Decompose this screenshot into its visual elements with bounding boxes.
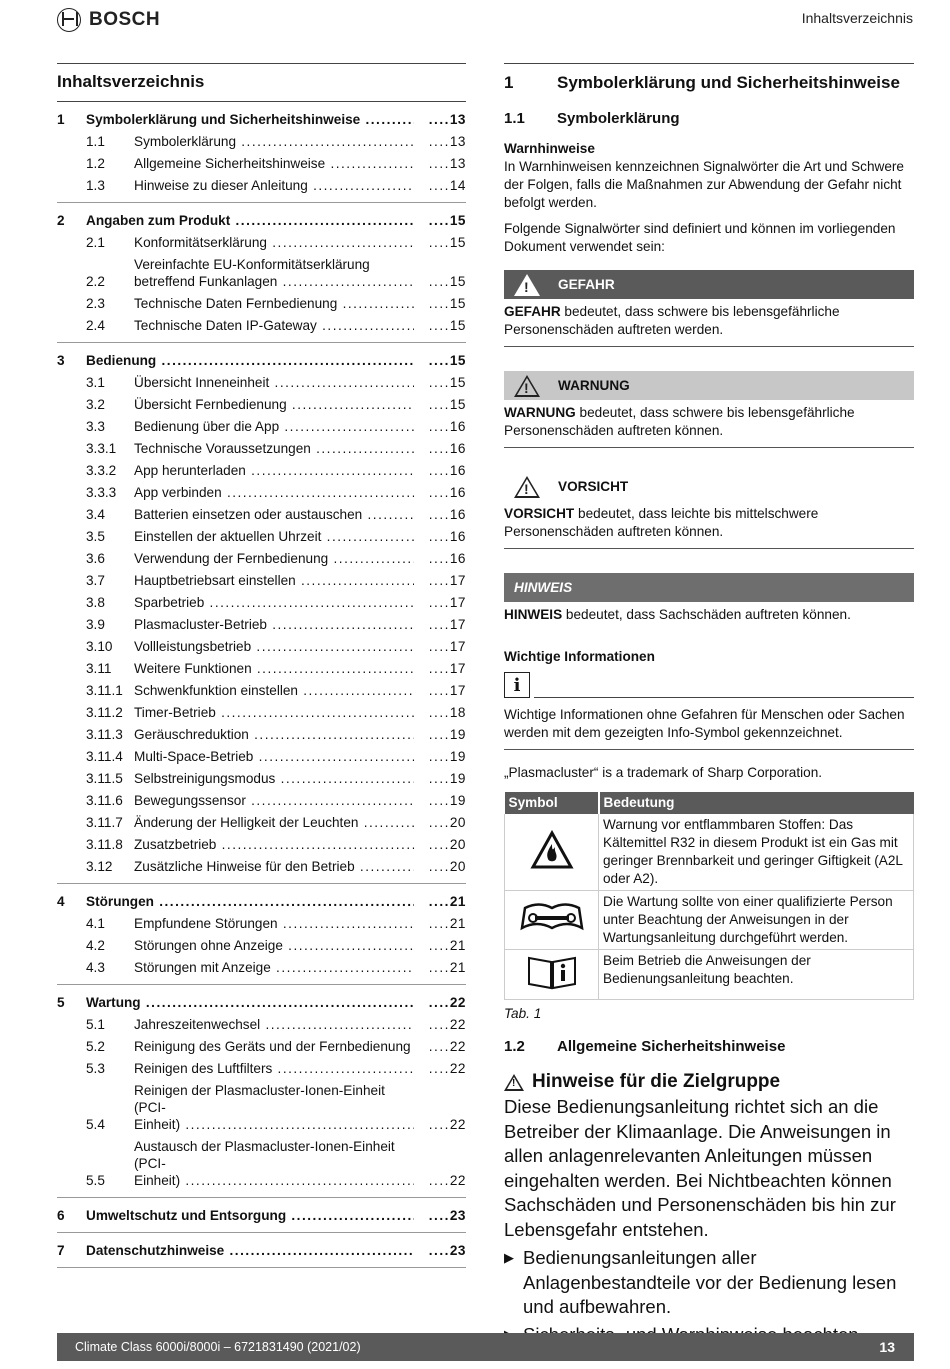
warning-triangle-icon	[504, 1074, 524, 1091]
trademark-note: „Plasmacluster“ is a trademark of Sharp Corporation.	[504, 765, 823, 780]
subsection-title: Allgemeine Sicherheitshinweise	[557, 1038, 786, 1055]
toc-entry-page: .... 20	[414, 814, 466, 831]
table-cell: Die Wartung sollte von einer qualifizierte Person unter Beachtung der Anweisungen in der Wartungsanleitung durchgeführt werden.	[599, 891, 914, 950]
toc-entry-title: Empfundene Störungen .....	[134, 915, 414, 932]
subsection-number: 1.2	[504, 1038, 525, 1055]
toc-entry[interactable]	[57, 547, 466, 569]
toc-entry-page: .... 15	[414, 295, 466, 312]
toc-entry-title: Wartung .....	[86, 994, 414, 1011]
toc-entry-page: .... 15	[414, 396, 466, 413]
toc-group	[57, 343, 466, 884]
toc-entry-number: 5.5	[86, 1172, 105, 1188]
table-header-symbol: Symbol	[505, 792, 599, 814]
toc-entry[interactable]	[57, 481, 466, 503]
toc-entry-title: Technische Daten Fernbedienung .....	[134, 295, 414, 312]
table-header-meaning: Bedeutung	[599, 792, 914, 814]
toc-entry[interactable]	[57, 525, 466, 547]
toc-entry-page: .... 21	[414, 893, 466, 910]
toc-entry[interactable]	[57, 152, 466, 174]
toc-entry-title-line1: Reinigen der Plasmacluster-Ionen-Einheit (PCI-	[134, 1082, 385, 1115]
toc-entry-page: .... 17	[414, 682, 466, 699]
toc-entry-number: 2.1	[86, 234, 105, 250]
toc-chapter-entry[interactable]	[57, 991, 466, 1013]
toc-entry-number: 3.11.4	[86, 748, 123, 764]
toc-entry-title: Umweltschutz und Entsorgung .....	[86, 1207, 414, 1224]
warning-box	[504, 371, 914, 448]
toc-entry-number: 4	[57, 893, 65, 909]
toc-entry[interactable]	[57, 231, 466, 253]
toc-group	[57, 1198, 466, 1233]
toc-entry-number: 3.1	[86, 374, 105, 390]
toc-entry-title: Zusätzliche Hinweise für den Betrieb .....	[134, 858, 414, 875]
section-symbol-explanation	[504, 63, 914, 1347]
toc-entry-page: .... 17	[414, 638, 466, 655]
toc-entry[interactable]	[57, 657, 466, 679]
target-group-text: Diese Bedienungsanleitung richtet sich an die Betreiber der Klimaanlage. Die Anweisungen in allen anlagenrelevanten Anleitungen müssen eingehalten werden. Bei Nichtbeachten können Sachschäden und Personenschäden bis hin zur Lebensgefahr entstehen.	[504, 1096, 896, 1240]
toc-entry-number: 3.11.2	[86, 704, 123, 720]
toc-entry[interactable]	[57, 503, 466, 525]
toc-entry-number: 3.12	[86, 858, 113, 874]
toc-entry-number: 3.11.5	[86, 770, 123, 786]
toc-entry-number: 3.11.8	[86, 836, 123, 852]
toc-entry-number: 3.2	[86, 396, 105, 412]
bosch-armature-icon	[57, 8, 81, 32]
footer-document-id: Climate Class 6000i/8000i – 6721831490 (2021/02)	[75, 1340, 361, 1354]
warning-label: WARNUNG	[558, 378, 630, 393]
toc-entry-title: Störungen .....	[86, 893, 414, 910]
toc-entry-number: 5.3	[86, 1060, 105, 1076]
toc-entry-title: Reinigung des Geräts und der Fernbedienung .....	[134, 1038, 414, 1055]
toc-entry-number: 3.3	[86, 418, 105, 434]
toc-group	[57, 102, 466, 203]
page-header	[0, 0, 950, 40]
toc-entry-number: 1.2	[86, 155, 105, 171]
toc-entry-page: .... 23	[414, 1207, 466, 1224]
toc-entry[interactable]	[57, 459, 466, 481]
toc-entry-page: .... 16	[414, 418, 466, 435]
notice-text	[504, 602, 914, 631]
toc-entry[interactable]	[57, 833, 466, 855]
toc-group	[57, 1233, 466, 1268]
toc-entry-number: 3.11	[86, 660, 112, 676]
toc-entry-title: Plasmacluster-Betrieb .....	[134, 616, 414, 633]
toc-entry-title: Einstellen der aktuellen Uhrzeit .....	[134, 528, 414, 545]
toc-entry-number: 5	[57, 994, 65, 1010]
header-section-title: Inhaltsverzeichnis	[801, 10, 913, 26]
toc-entry-number: 3.7	[86, 572, 105, 588]
toc-entry-page: .... 16	[414, 506, 466, 523]
toc-entry-page: .... 15	[414, 273, 466, 290]
toc-body	[57, 102, 466, 1268]
toc-entry[interactable]	[57, 174, 466, 196]
toc-entry-page: .... 17	[414, 572, 466, 589]
warning-text	[504, 400, 914, 448]
toc-entry-page: .... 16	[414, 550, 466, 567]
toc-entry-title: Batterien einsetzen oder austauschen .....	[134, 506, 414, 523]
target-group-heading	[504, 1071, 914, 1093]
toc-entry-page: .... 22	[414, 994, 466, 1011]
toc-group	[57, 884, 466, 985]
list-item	[504, 1246, 914, 1320]
toc-entry-title: Bewegungssensor .....	[134, 792, 414, 809]
toc-entry-page: .... 21	[414, 915, 466, 932]
toc-chapter-entry[interactable]	[57, 1239, 466, 1261]
danger-text	[504, 299, 914, 347]
toc-entry-title: Selbstreinigungsmodus .....	[134, 770, 414, 787]
subsection-title: Symbolerklärung	[557, 110, 680, 127]
toc-entry-title-line1: Vereinfachte EU-Konformitätserklärung	[134, 256, 370, 272]
target-group-title: Hinweise für die Zielgruppe	[532, 1071, 781, 1092]
flammable-warning-icon	[505, 814, 599, 891]
toc-entry-number: 5.1	[86, 1016, 105, 1032]
toc-entry-number: 3.10	[86, 638, 113, 654]
toc-entry[interactable]	[57, 767, 466, 789]
list-item-text: Bedienungsanleitungen aller Anlagenbestandteile vor der Bedienung lesen und aufbewahren.	[523, 1247, 897, 1317]
toc-entry-number: 3.4	[86, 506, 105, 522]
toc-entry-title: Übersicht Inneneinheit .....	[134, 374, 414, 391]
toc-entry[interactable]	[57, 437, 466, 459]
table-row	[505, 891, 914, 950]
table-of-contents	[57, 63, 466, 1268]
caution-bar	[504, 472, 914, 501]
symbol-table	[504, 792, 914, 1000]
toc-entry[interactable]	[57, 314, 466, 336]
notice-description: bedeutet, dass Sachschäden auftreten können.	[562, 607, 851, 622]
caution-box	[504, 472, 914, 549]
toc-entry[interactable]	[57, 701, 466, 723]
toc-entry-title: Symbolerklärung und Sicherheitshinweise .....	[86, 111, 414, 128]
toc-entry-page: .... 15	[414, 352, 466, 369]
caution-text	[504, 501, 914, 549]
toc-entry-page: .... 17	[414, 616, 466, 633]
signal-words-intro: Folgende Signalwörter sind definiert und können im vorliegenden Dokument verwendet sein:	[504, 221, 896, 254]
danger-description: bedeutet, dass schwere bis lebensgefährliche Personenschäden auftreten werden.	[504, 304, 840, 337]
toc-entry[interactable]	[57, 811, 466, 833]
warnings-heading: Warnhinweise	[504, 141, 595, 156]
toc-entry-title: Timer-Betrieb .....	[134, 704, 414, 721]
caution-keyword: VORSICHT	[504, 506, 575, 521]
warning-description: bedeutet, dass schwere bis lebensgefährliche Personenschäden auftreten können.	[504, 405, 855, 438]
danger-bar	[504, 270, 914, 299]
toc-entry-title: Übersicht Fernbedienung .....	[134, 396, 414, 413]
toc-entry-number: 3.5	[86, 528, 105, 544]
toc-entry[interactable]	[57, 679, 466, 701]
arrow-right-icon: ▶	[504, 1250, 514, 1265]
toc-entry-page: .... 19	[414, 726, 466, 743]
toc-entry[interactable]	[57, 635, 466, 657]
toc-entry[interactable]	[57, 855, 466, 877]
toc-entry[interactable]	[57, 723, 466, 745]
toc-entry-title: Jahreszeitenwechsel .....	[134, 1016, 414, 1033]
toc-title: Inhaltsverzeichnis	[57, 64, 466, 102]
page-number: 13	[879, 1339, 895, 1355]
section-number: 1	[504, 73, 514, 92]
toc-entry-title: Hauptbetriebsart einstellen .....	[134, 572, 414, 589]
toc-chapter-entry[interactable]	[57, 349, 466, 371]
table-row	[505, 950, 914, 1000]
toc-entry-title: App verbinden .....	[134, 484, 414, 501]
danger-keyword: GEFAHR	[504, 304, 561, 319]
toc-entry-title: Verwendung der Fernbedienung .....	[134, 550, 414, 567]
toc-entry-page: .... 13	[414, 111, 466, 128]
toc-entry-title: Angaben zum Produkt .....	[86, 212, 414, 229]
info-icon: i	[504, 672, 530, 698]
toc-entry-number: 4.3	[86, 959, 105, 975]
toc-entry[interactable]	[57, 393, 466, 415]
toc-entry-page: .... 17	[414, 660, 466, 677]
toc-entry[interactable]	[57, 745, 466, 767]
toc-entry[interactable]	[57, 934, 466, 956]
toc-entry-number: 3.3.3	[86, 484, 117, 500]
toc-entry[interactable]	[57, 789, 466, 811]
toc-entry-title: Bedienung .....	[86, 352, 414, 369]
toc-entry[interactable]	[57, 912, 466, 934]
toc-entry[interactable]	[57, 1013, 466, 1035]
info-text: Wichtige Informationen ohne Gefahren für Menschen oder Sachen werden mit dem gezeigten Info-Symbol gekennzeichnet.	[504, 702, 914, 750]
toc-entry-number: 3.6	[86, 550, 105, 566]
toc-entry-number: 7	[57, 1242, 65, 1258]
notice-keyword: HINWEIS	[504, 607, 563, 622]
toc-entry-title: Änderung der Helligkeit der Leuchten .....	[134, 814, 414, 831]
toc-entry-page: .... 22	[414, 1116, 466, 1133]
toc-entry-title-line2: Einheit) .....	[134, 1116, 414, 1133]
toc-entry[interactable]	[57, 292, 466, 314]
subsection-heading-2	[504, 1029, 914, 1063]
toc-entry-page: .... 17	[414, 594, 466, 611]
toc-entry-number: 2.3	[86, 295, 105, 311]
toc-entry-page: .... 19	[414, 748, 466, 765]
toc-entry-page: .... 22	[414, 1060, 466, 1077]
toc-entry-page: .... 15	[414, 234, 466, 251]
toc-entry[interactable]	[57, 253, 466, 292]
subsection-number: 1.1	[504, 110, 525, 127]
toc-entry-number: 3	[57, 352, 65, 368]
toc-entry-page: .... 15	[414, 374, 466, 391]
toc-chapter-entry[interactable]	[57, 209, 466, 231]
toc-entry-page: .... 13	[414, 155, 466, 172]
toc-entry-number: 4.1	[86, 915, 105, 931]
toc-entry-page: .... 15	[414, 212, 466, 229]
danger-label: GEFAHR	[558, 277, 615, 292]
toc-entry-title: Bedienung über die App .....	[134, 418, 414, 435]
toc-entry-number: 3.8	[86, 594, 105, 610]
toc-entry-title: Technische Daten IP-Gateway .....	[134, 317, 414, 334]
toc-entry-page: .... 20	[414, 836, 466, 853]
warnings-intro: In Warnhinweisen kennzeichnen Signalwörter die Art und Schwere der Folgen, falls die Maßnahmen zur Abwendung der Gefahr nicht befolgt werden.	[504, 159, 904, 210]
toc-entry-page: .... 15	[414, 317, 466, 334]
toc-entry-page: .... 23	[414, 1242, 466, 1259]
operating-manual-icon	[505, 950, 599, 1000]
table-caption: Tab. 1	[504, 1006, 542, 1021]
toc-entry-page: .... 21	[414, 959, 466, 976]
toc-entry-title: Vollleistungsbetrieb .....	[134, 638, 414, 655]
toc-entry[interactable]	[57, 371, 466, 393]
toc-entry-page: .... 19	[414, 792, 466, 809]
table-cell: Warnung vor entflammbaren Stoffen: Das Kältemittel R32 in diesem Produkt ist ein Gas mit geringer Brennbarkeit und geringer Giftigkeit (A2L oder A2).	[599, 814, 914, 891]
toc-group	[57, 203, 466, 343]
toc-entry-title: Reinigen des Luftfilters .....	[134, 1060, 414, 1077]
toc-entry-title: Datenschutzhinweise .....	[86, 1242, 414, 1259]
toc-entry-title: Sparbetrieb .....	[134, 594, 414, 611]
warning-triangle-icon	[514, 274, 540, 296]
toc-entry-number: 3.11.1	[86, 682, 123, 698]
toc-entry-page: .... 18	[414, 704, 466, 721]
toc-entry-title	[134, 256, 414, 290]
page-footer	[57, 1333, 914, 1361]
warning-keyword: WARNUNG	[504, 405, 576, 420]
toc-group	[57, 985, 466, 1198]
toc-entry-title: Weitere Funktionen .....	[134, 660, 414, 677]
toc-entry-title	[134, 1138, 414, 1189]
caution-label: VORSICHT	[558, 479, 629, 494]
toc-entry-number: 2	[57, 212, 65, 228]
notice-bar	[504, 573, 914, 602]
toc-entry-number: 2.2	[86, 273, 105, 289]
toc-entry-number: 4.2	[86, 937, 105, 953]
warning-triangle-icon	[514, 375, 540, 397]
toc-entry-title: Allgemeine Sicherheitshinweise .....	[134, 155, 414, 172]
toc-entry-page: .... 14	[414, 177, 466, 194]
toc-entry-page: .... 16	[414, 462, 466, 479]
toc-entry-number: 3.3.1	[86, 440, 117, 456]
toc-entry-title: Störungen mit Anzeige .....	[134, 959, 414, 976]
toc-chapter-entry[interactable]	[57, 890, 466, 912]
toc-entry-page: .... 21	[414, 937, 466, 954]
toc-entry-title: Geräuschreduktion .....	[134, 726, 414, 743]
toc-entry[interactable]	[57, 569, 466, 591]
toc-entry-number: 5.2	[86, 1038, 105, 1054]
toc-chapter-entry[interactable]	[57, 1204, 466, 1226]
toc-entry-page: .... 20	[414, 858, 466, 875]
toc-entry-title: Symbolerklärung .....	[134, 133, 414, 150]
brand-name: BOSCH	[89, 9, 161, 30]
toc-entry-title: Hinweise zu dieser Anleitung .....	[134, 177, 414, 194]
toc-entry-page: .... 16	[414, 528, 466, 545]
toc-entry-page: .... 22	[414, 1016, 466, 1033]
toc-entry-number: 5.4	[86, 1116, 105, 1132]
toc-entry-title: Störungen ohne Anzeige .....	[134, 937, 414, 954]
subsection-heading	[504, 101, 914, 135]
toc-entry-number: 1.3	[86, 177, 105, 193]
danger-box	[504, 270, 914, 347]
toc-entry-title-line2: betreffend Funkanlagen .....	[134, 273, 414, 290]
warning-bar	[504, 371, 914, 400]
toc-entry-title-line2: Einheit) .....	[134, 1172, 414, 1189]
toc-entry-title: Schwenkfunktion einstellen .....	[134, 682, 414, 699]
toc-entry-page: .... 16	[414, 484, 466, 501]
toc-entry-page: .... 19	[414, 770, 466, 787]
toc-entry-title-line1: Austausch der Plasmacluster-Ionen-Einheit (PCI-	[134, 1138, 395, 1171]
toc-entry-number: 3.11.6	[86, 792, 123, 808]
table-cell: Beim Betrieb die Anweisungen der Bedienungsanleitung beachten.	[599, 950, 914, 1000]
toc-entry[interactable]	[57, 1035, 466, 1057]
toc-entry-page: .... 22	[414, 1172, 466, 1189]
toc-entry-number: 1.1	[86, 133, 105, 149]
info-heading: Wichtige Informationen	[504, 649, 655, 664]
toc-entry[interactable]	[57, 956, 466, 978]
toc-entry-number: 2.4	[86, 317, 105, 333]
notice-label: HINWEIS	[514, 580, 573, 595]
notice-box	[504, 573, 914, 631]
toc-entry-number: 3.11.7	[86, 814, 123, 830]
toc-entry-title: Technische Voraussetzungen .....	[134, 440, 414, 457]
section-title: Symbolerklärung und Sicherheitshinweise	[557, 73, 900, 92]
toc-entry[interactable]	[57, 130, 466, 152]
toc-entry[interactable]	[57, 1057, 466, 1079]
toc-entry[interactable]	[57, 613, 466, 635]
toc-entry-title	[134, 1082, 414, 1133]
table-row	[505, 814, 914, 891]
service-manual-icon	[505, 891, 599, 950]
toc-entry-number: 6	[57, 1207, 65, 1223]
toc-entry[interactable]	[57, 415, 466, 437]
toc-entry-number: 3.9	[86, 616, 105, 632]
toc-entry-page: .... 16	[414, 440, 466, 457]
section-heading	[504, 64, 914, 101]
toc-entry-title: Multi-Space-Betrieb .....	[134, 748, 414, 765]
toc-entry[interactable]	[57, 591, 466, 613]
toc-entry-number: 1	[57, 111, 65, 127]
toc-entry-number: 3.11.3	[86, 726, 123, 742]
toc-entry-title: Zusatzbetrieb .....	[134, 836, 414, 853]
toc-entry[interactable]	[57, 1079, 466, 1135]
caution-description: bedeutet, dass leichte bis mittelschwere Personenschäden auftreten können.	[504, 506, 819, 539]
toc-entry-title: Konformitätserklärung .....	[134, 234, 414, 251]
toc-chapter-entry[interactable]	[57, 108, 466, 130]
toc-entry-page: .... 22	[414, 1038, 466, 1055]
toc-entry-title: App herunterladen .....	[134, 462, 414, 479]
info-symbol-row	[504, 672, 914, 698]
warning-triangle-icon	[514, 476, 540, 498]
toc-entry-page: .... 13	[414, 133, 466, 150]
bosch-logo	[57, 8, 160, 32]
toc-entry-number: 3.3.2	[86, 462, 117, 478]
toc-entry[interactable]	[57, 1135, 466, 1191]
